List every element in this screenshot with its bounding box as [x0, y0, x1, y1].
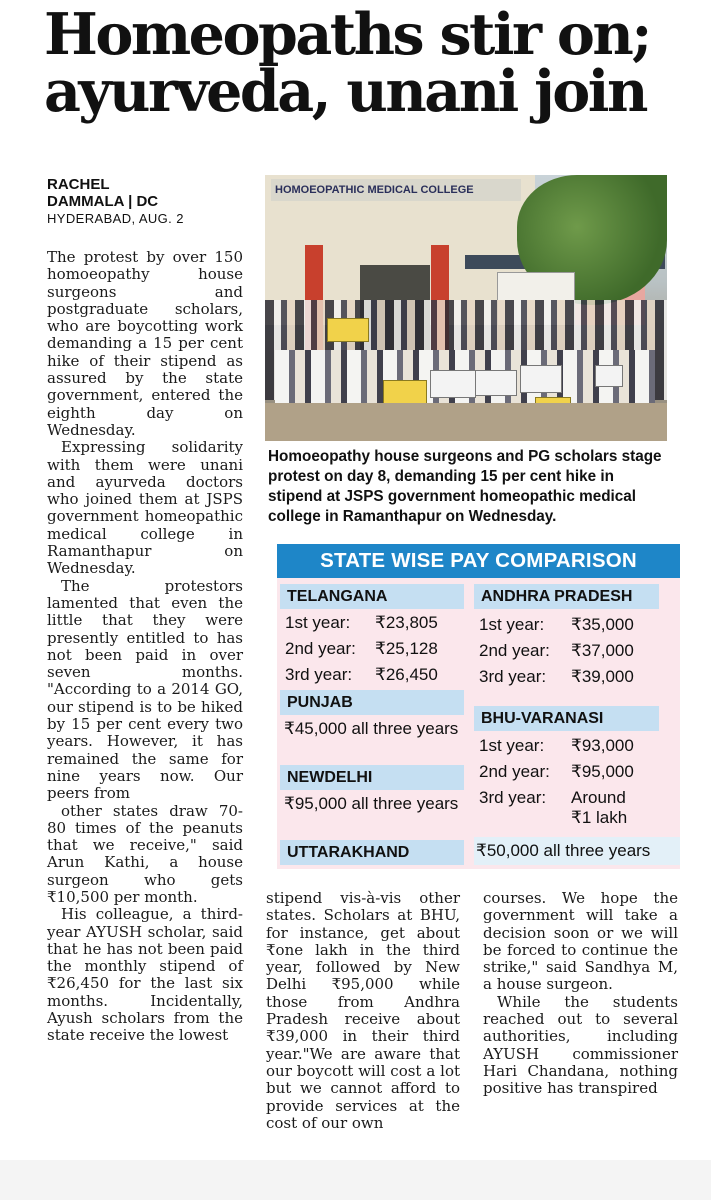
placard — [520, 365, 562, 393]
paragraph: The protestors lamented that even the little that they were presently entitled to has not been paid in over seven months. "According to a 2014 GO, our stipend is to be hiked by 15 per cent every two years. However, it has remained the same for nine years now. Our peers from — [47, 576, 243, 803]
pay-amount: Around ₹1 lakh — [571, 788, 628, 827]
placard — [327, 318, 369, 342]
pay-year: 2nd year: — [285, 639, 356, 658]
paragraph: stipend vis-à-vis other states. Scholars at BHU, for instance, get about ₹one lakh in the third year, followed by New Delhi ₹95,000 while those from Andhra Pradesh receive about ₹39,000 in their third year."We are aware that our boycott will cost a lot but we cannot afford to provide services at the cost of our own — [266, 889, 460, 1132]
author-line-2: DAMMALA | DC — [47, 193, 159, 210]
pay-row — [285, 665, 438, 685]
pay-year: 2nd year: — [479, 762, 550, 781]
pay-amount: ₹26,450 — [375, 665, 438, 684]
pay-amount: ₹23,805 — [375, 613, 438, 632]
headline-line-2: ayurveda, unani join — [44, 58, 646, 125]
article-column-1 — [47, 249, 243, 1045]
state-andhra-pradesh: ANDHRA PRADESH — [474, 584, 659, 609]
headline — [44, 1, 684, 125]
placard — [430, 370, 476, 398]
pay-year: 3rd year: — [479, 667, 547, 686]
paragraph: The protest by over 150 homoeopathy house surgeons and postgraduate scholars, who are boycotting work demanding a 15 per cent hike of their stipend as assured by the state government, entered the eighth day on Wednesday. — [47, 248, 243, 439]
state-bhu-varanasi: BHU-VARANASI — [474, 706, 659, 731]
pay-row — [479, 641, 634, 661]
pay-year: 2nd year: — [479, 641, 550, 660]
byline — [47, 176, 262, 227]
dateline: HYDERABAD, AUG. 2 — [47, 211, 184, 226]
paragraph: other states draw 70-80 times of the peanuts that we receive," said Arun Kathi, a house surgeon who gets ₹10,500 per month. — [47, 801, 243, 906]
paragraph: His colleague, a third-year AYUSH scholar, said that he has not been paid the monthly stipend of ₹26,450 for the last six months. Incidentally, Ayush scholars from the state receive the lowest — [47, 905, 243, 1045]
pay-amount: ₹93,000 — [571, 736, 634, 755]
paragraph: Expressing solidarity with them were unani and ayurveda doctors who joined them at JSPS government homeopathic medical college in Ramanthapur on Wednesday. — [47, 438, 243, 578]
college-sign: HOMOEOPATHIC MEDICAL COLLEGE — [271, 179, 521, 201]
pay-amount: ₹35,000 — [571, 615, 634, 634]
pay-year: 1st year: — [479, 615, 545, 634]
article-column-3 — [483, 890, 678, 1098]
paragraph: courses. We hope the government will take a decision soon or we will be forced to continue the strike," said Sandhya M, a house surgeon. — [483, 889, 678, 994]
pay-row — [479, 667, 634, 687]
pay-year: 3rd year: — [479, 788, 547, 807]
state-uttarakhand: UTTARAKHAND — [280, 840, 464, 865]
paragraph: While the students reached out to several authorities, including AYUSH commissioner Hari Chandana, nothing positive has transpired — [483, 992, 678, 1098]
pay-value: ₹50,000 all three years — [474, 837, 680, 865]
pay-value: ₹45,000 all three years — [284, 719, 459, 738]
protest-photo — [265, 175, 667, 441]
pay-amount: ₹37,000 — [571, 641, 634, 660]
pay-row — [285, 639, 438, 659]
photo-caption: Homoeopathy house surgeons and PG scholars stage protest on day 8, demanding 15 per cent hike in stipend at JSPS government homeopathic medical college in Ramanthapur on Wednesday. — [268, 448, 662, 525]
state-punjab: PUNJAB — [280, 690, 464, 715]
pay-row — [479, 762, 634, 782]
article-column-2 — [266, 890, 460, 1132]
pay-row — [285, 613, 438, 633]
pay-comparison-box — [277, 544, 680, 869]
pay-year: 1st year: — [479, 736, 545, 755]
pay-comparison-title: STATE WISE PAY COMPARISON — [277, 544, 680, 578]
pay-year: 3rd year: — [285, 665, 353, 684]
placard — [475, 370, 517, 396]
pay-year: 1st year: — [285, 613, 351, 632]
headline-line-1: Homeopaths stir on; — [44, 1, 650, 68]
author-line-1: RACHEL — [47, 176, 110, 193]
state-telangana: TELANGANA — [280, 584, 464, 609]
state-newdelhi: NEWDELHI — [280, 765, 464, 790]
pay-row — [479, 736, 634, 756]
floor — [265, 403, 667, 441]
placard — [595, 365, 623, 387]
pay-amount: ₹39,000 — [571, 667, 634, 686]
pay-row — [479, 615, 634, 635]
pay-amount: ₹95,000 — [571, 762, 634, 781]
pay-row — [479, 788, 641, 828]
pay-value: ₹95,000 all three years — [284, 794, 459, 813]
pay-amount: ₹25,128 — [375, 639, 438, 658]
